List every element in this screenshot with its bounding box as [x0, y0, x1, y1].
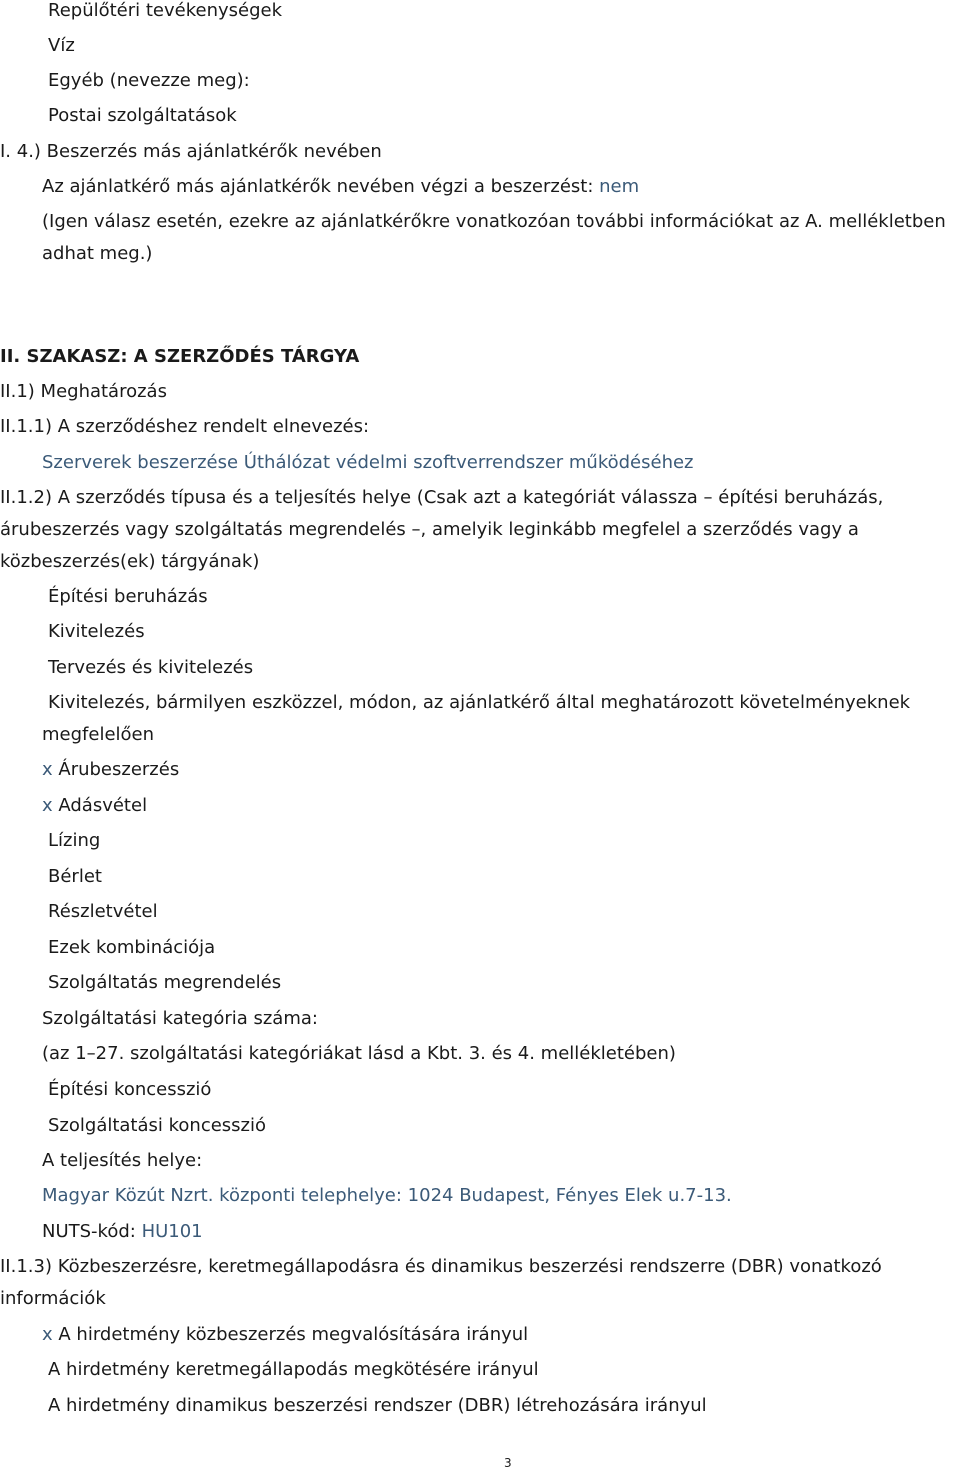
item-egyeb: Egyéb (nevezze meg):: [48, 70, 250, 91]
check-mark: x: [42, 1324, 59, 1345]
option-szolgaltatasi-koncesszio: Szolgáltatási koncesszió: [48, 1115, 267, 1136]
ii13-line2: információk: [0, 1288, 106, 1309]
option-arubeszerzes: [42, 759, 179, 781]
option-reszletvetel: Részletvétel: [48, 901, 158, 922]
place-label: A teljesítés helye:: [42, 1150, 203, 1171]
option-epitesi-koncesszio: Építési koncesszió: [48, 1079, 212, 1100]
check-mark: x: [42, 795, 59, 816]
option-kivitelezes-barmilyen-line1: Kivitelezés, bármilyen eszközzel, módon, az ajánlatkérő által meghatározott követelményeknek: [48, 692, 911, 713]
item-repuloteri: Repülőtéri tevékenységek: [48, 0, 283, 21]
option-dbr: A hirdetmény dinamikus beszerzési rendszer (DBR) létrehozására irányul: [48, 1395, 707, 1416]
check-mark: x: [42, 759, 59, 780]
i4-question: [42, 176, 639, 198]
ii12-line1: II.1.2) A szerződés típusa és a teljesítés helye (Csak azt a kategóriát válassza – építési beruházás,: [0, 487, 884, 508]
place-value: Magyar Közút Nzrt. központi telephelye: 1024 Budapest, Fényes Elek u.7-13.: [42, 1185, 732, 1206]
i4-question-label: Az ajánlatkérő más ajánlatkérők nevében végzi a beszerzést:: [42, 176, 600, 197]
item-viz: Víz: [48, 35, 75, 56]
ii12-line2: árubeszerzés vagy szolgáltatás megrendelés –, amelyik leginkább megfelel a szerződés vagy a: [0, 519, 859, 540]
option-label: Adásvétel: [58, 795, 148, 816]
option-kivitelezes-barmilyen-line2: megfelelően: [42, 724, 155, 745]
ii11-heading: II.1.1) A szerződéshez rendelt elnevezés:: [0, 416, 370, 437]
section-ii-heading: II. SZAKASZ: A SZERZŐDÉS TÁRGYA: [0, 346, 360, 367]
i4-note-line1: (Igen válasz esetén, ezekre az ajánlatkérőkre vonatkozóan további információkat az A. mellékletben: [42, 211, 946, 232]
option-lizing: Lízing: [48, 830, 101, 851]
nuts-value: HU101: [141, 1221, 203, 1242]
contract-title: Szerverek beszerzése Úthálózat védelmi szoftverrendszer működéséhez: [42, 452, 694, 473]
option-berlet: Bérlet: [48, 866, 102, 887]
option-kozbeszerzes: [42, 1324, 528, 1346]
nuts-label: NUTS-kód:: [42, 1221, 142, 1242]
item-postai: Postai szolgáltatások: [48, 105, 237, 126]
option-adasvetel: [42, 795, 147, 817]
page-number: 3: [504, 1456, 512, 1470]
option-szolgaltatas-megrendeles: Szolgáltatás megrendelés: [48, 972, 282, 993]
i4-answer: nem: [599, 176, 640, 197]
option-label: A hirdetmény közbeszerzés megvalósítására irányul: [58, 1324, 529, 1345]
option-label: Árubeszerzés: [58, 759, 180, 780]
i4-note-line2: adhat meg.): [42, 243, 153, 264]
option-keretmegallapodas: A hirdetmény keretmegállapodás megkötésére irányul: [48, 1359, 539, 1380]
ii12-line3: közbeszerzés(ek) tárgyának): [0, 551, 260, 572]
ii1-heading: II.1) Meghatározás: [0, 381, 167, 402]
option-tervezes-kivitelezes: Tervezés és kivitelezés: [48, 657, 254, 678]
nuts-code: [42, 1221, 203, 1243]
option-kivitelezes: Kivitelezés: [48, 621, 145, 642]
service-category-note: (az 1–27. szolgáltatási kategóriákat lásd a Kbt. 3. és 4. mellékletében): [42, 1043, 676, 1064]
ii13-line1: II.1.3) Közbeszerzésre, keretmegállapodásra és dinamikus beszerzési rendszerre (DBR) vonatkozó: [0, 1256, 882, 1277]
section-i4-heading: I. 4.) Beszerzés más ajánlatkérők nevében: [0, 141, 382, 162]
option-kombinacio: Ezek kombinációja: [48, 937, 216, 958]
option-epitesi-beruhazas: Építési beruházás: [48, 586, 208, 607]
service-category-label: Szolgáltatási kategória száma:: [42, 1008, 318, 1029]
